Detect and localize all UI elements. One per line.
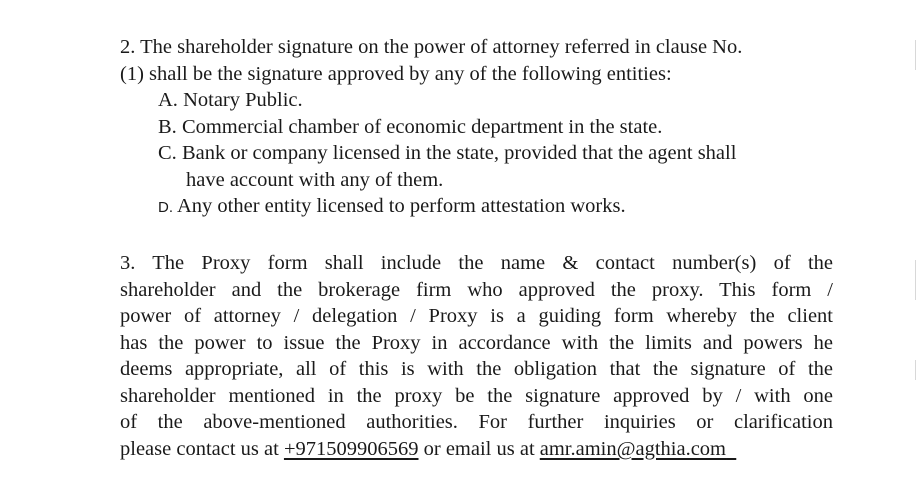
clause-3-last-line bbox=[120, 436, 833, 463]
list-item-a bbox=[120, 87, 833, 114]
scan-edge-mark bbox=[915, 260, 916, 300]
clause-3-line: of the above-mentioned authorities. For further inquiries or clarification bbox=[120, 411, 833, 433]
clause-2 bbox=[120, 34, 833, 222]
list-item-text: Notary Public. bbox=[183, 89, 303, 111]
clause-3-line: deems appropriate, all of this is with the obligation that the signature of the bbox=[120, 358, 833, 380]
clause-3 bbox=[120, 250, 833, 462]
phone-link[interactable]: +971509906569 bbox=[283, 437, 419, 460]
clause-3-line: shareholder mentioned in the proxy be the signature approved by / with one bbox=[120, 384, 833, 407]
list-marker: A. bbox=[158, 89, 178, 111]
list-marker: D. bbox=[158, 199, 173, 216]
clause-3-line: power of attorney / delegation / Proxy is a guiding form whereby the client bbox=[120, 305, 833, 327]
clause-2-line-2: (1) shall be the signature approved by any of the following entities: bbox=[120, 62, 672, 85]
list-item-text: Commercial chamber of economic department in the state. bbox=[181, 115, 663, 138]
entities-list bbox=[120, 87, 833, 222]
email-link[interactable]: amr.amin@agthia.com bbox=[539, 437, 727, 460]
scan-edge-mark bbox=[915, 360, 916, 380]
list-item-d bbox=[120, 193, 833, 222]
list-item-text-continued: have account with any of them. bbox=[186, 168, 444, 191]
list-item-text: Bank or company licensed in the state, provided that the agent shall bbox=[181, 142, 737, 164]
scan-edge-mark bbox=[915, 40, 916, 70]
clause-3-line: 3. The Proxy form shall include the name & contact number(s) of the bbox=[120, 252, 833, 274]
contact-middle: or email us at bbox=[418, 437, 540, 460]
list-item-text: Any other entity licensed to perform attestation works. bbox=[177, 195, 626, 217]
clause-3-line: has the power to issue the Proxy in accordance with the limits and powers he bbox=[120, 331, 833, 354]
list-marker: C. bbox=[158, 142, 177, 164]
list-item-b bbox=[120, 114, 833, 141]
email-underline-tail bbox=[726, 438, 736, 460]
clause-2-line-1: 2. The shareholder signature on the power of attorney referred in clause No. bbox=[120, 36, 743, 58]
list-item-c bbox=[120, 140, 833, 193]
list-marker: B. bbox=[158, 115, 177, 138]
clause-3-line: shareholder and the brokerage firm who approved the proxy. This form / bbox=[120, 278, 833, 301]
contact-prefix: please contact us at bbox=[120, 437, 284, 460]
